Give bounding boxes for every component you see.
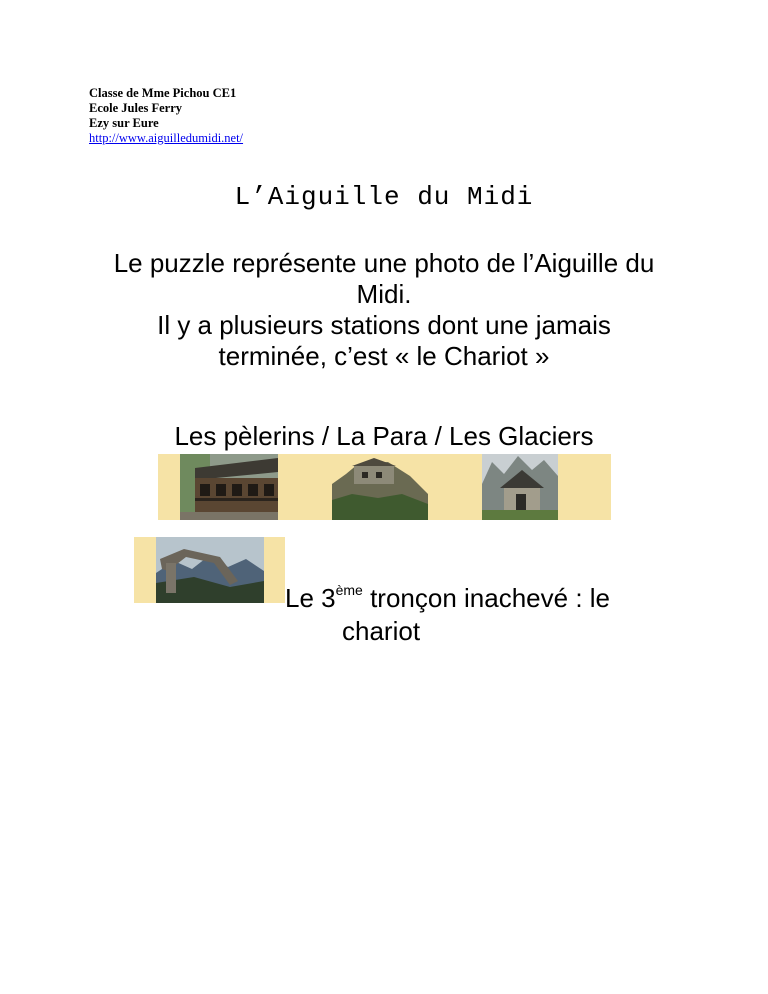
town-name: Ezy sur Eure xyxy=(89,116,159,130)
caption-prefix: Le 3 xyxy=(285,583,336,613)
caption-suffix: tronçon inachevé : le xyxy=(362,583,610,613)
class-name: Classe de Mme Pichou CE1 xyxy=(89,86,237,100)
chariot-caption xyxy=(285,582,610,648)
intro-line-2: Midi. xyxy=(356,279,412,309)
stations-photo-strip xyxy=(158,454,611,520)
caption-superscript: ème xyxy=(335,582,363,598)
caption-line-2: chariot xyxy=(342,616,421,646)
page-title: L’Aiguille du Midi xyxy=(234,182,534,212)
intro-line-4: terminée, c’est « le Chariot » xyxy=(218,341,550,371)
pelerins-station-photo xyxy=(180,454,278,520)
glaciers-station-photo xyxy=(482,454,558,520)
website-link[interactable]: http://www.aiguilledumidi.net/ xyxy=(89,131,244,145)
stations-heading: Les pèlerins / La Para / Les Glaciers xyxy=(174,421,594,451)
chariot-photo xyxy=(134,537,285,603)
intro-paragraph xyxy=(74,248,694,372)
class-header xyxy=(89,86,243,146)
school-name: Ecole Jules Ferry xyxy=(89,101,183,115)
para-station-photo xyxy=(332,454,428,520)
intro-line-3: Il y a plusieurs stations dont une jamais xyxy=(157,310,611,340)
intro-line-1: Le puzzle représente une photo de l’Aiguille du xyxy=(113,248,655,278)
